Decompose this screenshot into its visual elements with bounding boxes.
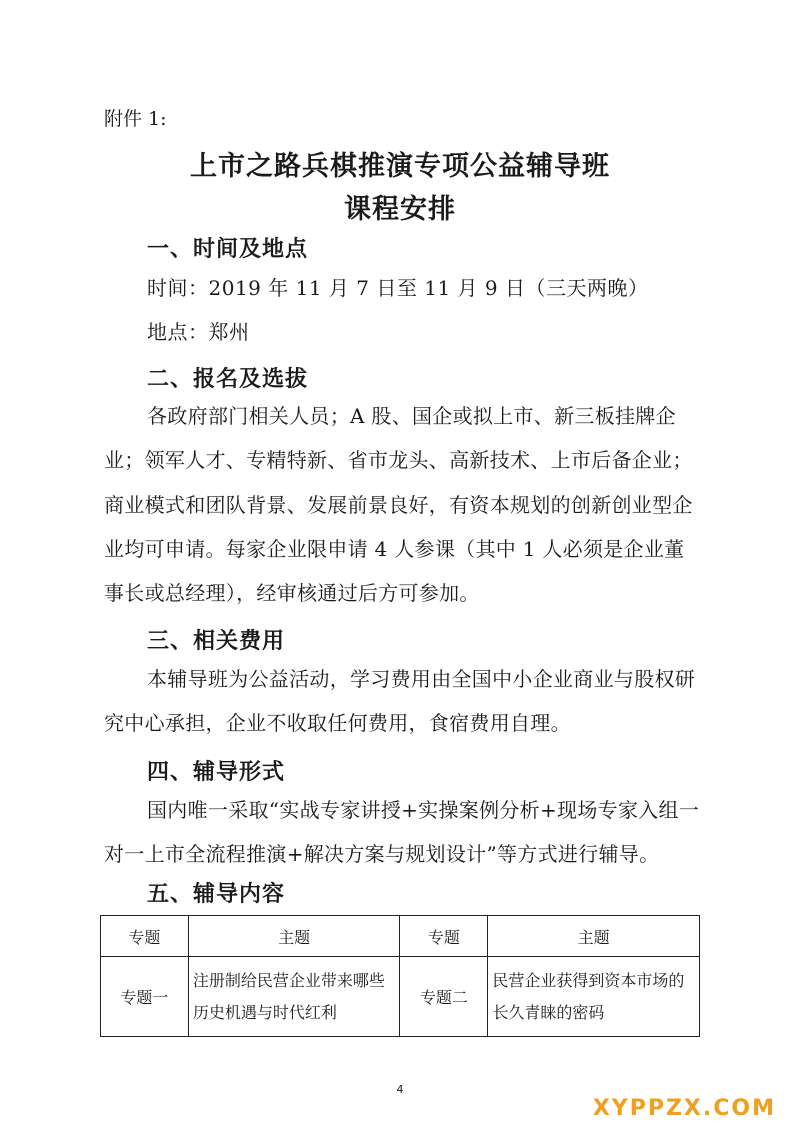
table-header-topic: 专题	[101, 916, 189, 957]
document-subtitle: 课程安排	[344, 194, 456, 225]
section-2-body: 各政府部门相关人员；A 股、国企或拟上市、新三板挂牌企业；领军人才、专精特新、省市龙头、高新技术、上市后备企业；商业模式和团队背景、发展前景良好，有资本规划的创新创业型企业均可申请。每家企业限申请 4 人参课（其中 1 人必须是企业董事长或总经理），经审核通过后方可参加。	[104, 404, 693, 606]
section-3-heading: 三、相关费用	[147, 628, 286, 654]
theme-cell: 民营企业获得到资本市场的长久青睐的密码	[488, 957, 700, 1037]
section-2-heading: 二、报名及选拔	[147, 366, 309, 392]
table-row	[101, 957, 700, 1037]
page-number: 4	[396, 1083, 404, 1096]
theme-cell: 注册制给民营企业带来哪些历史机遇与时代红利	[188, 957, 400, 1037]
section-4-body: 国内唯一采取“实战专家讲授+实操案例分析+现场专家入组一对一上市全流程推演+解决方案与规划设计”等方式进行辅导。	[104, 798, 700, 867]
section-4-heading: 四、辅导形式	[147, 759, 286, 785]
topic-cell: 专题一	[101, 957, 189, 1037]
course-content-table	[100, 915, 700, 1037]
table-header-theme: 主题	[488, 916, 700, 957]
table-header-theme: 主题	[188, 916, 400, 957]
section-5-heading: 五、辅导内容	[147, 881, 286, 907]
watermark: XYPPZX.COM	[592, 1096, 776, 1121]
event-place: 地点：郑州	[147, 320, 250, 344]
table-header-row	[101, 916, 700, 957]
section-3-body: 本辅导班为公益活动，学习费用由全国中小企业商业与股权研究中心承担，企业不收取任何费用，食宿费用自理。	[104, 667, 696, 736]
topic-cell: 专题二	[400, 957, 488, 1037]
section-1-heading: 一、时间及地点	[147, 236, 309, 262]
attachment-label: 附件 1:	[104, 108, 167, 130]
event-time: 时间：2019 年 11 月 7 日至 11 月 9 日（三天两晚）	[147, 276, 649, 300]
document-title: 上市之路兵棋推演专项公益辅导班	[190, 151, 610, 182]
table-header-topic: 专题	[400, 916, 488, 957]
